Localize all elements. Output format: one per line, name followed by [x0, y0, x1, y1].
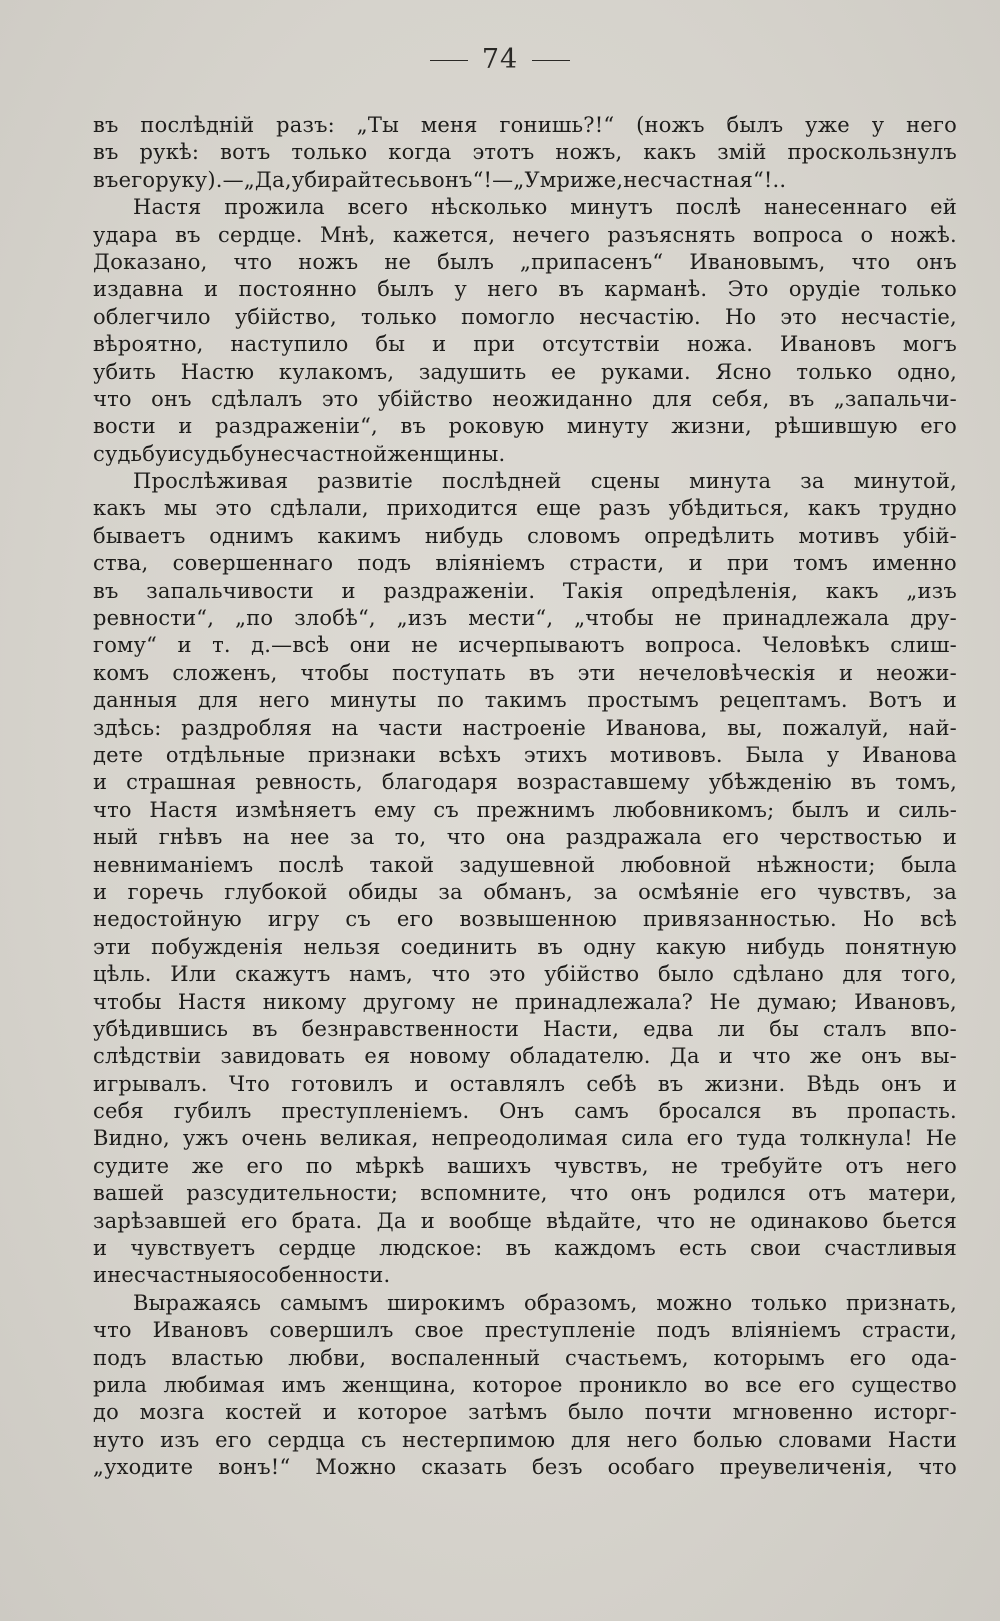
paragraph	[93, 194, 957, 468]
text-line: до мозга костей и которое затѣмъ было почти мгновенно исторг-	[93, 1400, 957, 1425]
text-line: и страшная ревность, благодаря возраставшему убѣжденію въ томъ,	[93, 770, 957, 795]
text-line: вѣроятно, наступило бы и при отсутствіи ножа. Ивановъ могъ	[93, 332, 957, 357]
text-line: ный гнѣвъ на нее за то, что она раздражала его черствостью и	[93, 825, 957, 850]
text-line: недостойную игру съ его возвышенною привязанностью. Но всѣ	[93, 907, 957, 932]
page-number-header	[0, 44, 1000, 75]
text-line: убить Настю кулакомъ, задушить ее руками. Ясно только одно,	[93, 359, 957, 384]
paragraph	[93, 1290, 957, 1482]
text-line: Доказано, что ножъ не былъ „припасенъ“ Ивановымъ, что онъ	[93, 249, 957, 274]
text-line: вашей разсудительности; вспомните, что онъ родился отъ матери,	[93, 1181, 957, 1206]
text-line: нуто изъ его сердца съ нестерпимою для него болью словами Насти	[93, 1427, 957, 1452]
text-line: вости и раздраженіи“, въ роковую минуту жизни, рѣшившую его	[93, 414, 957, 439]
text-line: издавна и постоянно былъ у него въ карманѣ. Это орудіе только	[93, 277, 957, 302]
text-line: въ рукѣ: вотъ только когда этотъ ножъ, какъ змій проскользнулъ	[93, 140, 957, 165]
text-line: себя губилъ преступленіемъ. Онъ самъ бросался въ пропасть.	[93, 1099, 957, 1124]
text-line: здѣсь: раздробляя на части настроеніе Иванова, вы, пожалуй, най-	[93, 715, 957, 740]
text-line: Прослѣживая развитіе послѣдней сцены минута за минутой,	[133, 469, 957, 494]
text-line: судьбу и судьбу несчастной женщины.	[93, 441, 506, 466]
text-line: Видно, ужъ очень великая, непреодолимая сила его туда толкнула! Не	[93, 1126, 957, 1151]
right-dash	[532, 60, 570, 61]
text-line: ревности“, „по злобѣ“, „изъ мести“, „чтобы не принадлежала дру-	[93, 606, 957, 631]
text-line: въ его руку).—„Да, убирайтесь вонъ“!—„Умри же, несчастная“!..	[93, 167, 787, 192]
text-line: что Настя измѣняетъ ему съ прежнимъ любовникомъ; былъ и силь-	[93, 797, 957, 822]
text-line: чтобы Настя никому другому не принадлежала? Не думаю; Ивановъ,	[93, 989, 957, 1014]
page-number: 74	[481, 44, 519, 75]
text-line: дете отдѣльные признаки всѣхъ этихъ мотивовъ. Была у Иванова	[93, 742, 957, 767]
text-line: зарѣзавшей его брата. Да и вообще вѣдайте, что не одинаково бьется	[93, 1208, 957, 1233]
text-line: подъ властью любви, воспаленный счастьемъ, которымъ его ода-	[93, 1345, 957, 1370]
text-line: слѣдствіи завидовать ея новому обладателю. Да и что же онъ вы-	[93, 1044, 957, 1069]
text-line: и чувствуетъ сердце людское: въ каждомъ есть свои счастливыя	[93, 1236, 957, 1261]
text-line: что Ивановъ совершилъ свое преступленіе подъ вліяніемъ страсти,	[93, 1318, 957, 1343]
text-line: въ послѣдній разъ: „Ты меня гонишь?!“ (ножъ былъ уже у него	[93, 113, 957, 137]
text-line: въ запальчивости и раздраженіи. Такія опредѣленія, какъ „изъ	[93, 578, 957, 603]
paragraph	[93, 468, 957, 1290]
text-line: судите же его по мѣркѣ вашихъ чувствъ, не требуйте отъ него	[93, 1153, 957, 1178]
text-line: какъ мы это сдѣлали, приходится еще разъ убѣдиться, какъ трудно	[93, 496, 957, 521]
text-line: комъ сложенъ, чтобы поступать въ эти нечеловѣческія и неожи-	[93, 660, 957, 685]
text-line: „уходите вонъ!“ Можно сказать безъ особаго преувеличенія, что	[93, 1455, 957, 1480]
text-line: и несчастныя особенности.	[93, 1263, 391, 1288]
text-line: убѣдившись въ безнравственности Насти, едва ли бы сталъ впо-	[93, 1016, 957, 1041]
body-text	[93, 112, 957, 1482]
text-line: данныя для него минуты по такимъ простымъ рецептамъ. Вотъ и	[93, 688, 957, 713]
text-line: облегчило убійство, только помогло несчастію. Но это несчастіе,	[93, 304, 957, 329]
text-line: бываетъ однимъ какимъ нибудь словомъ опредѣлить мотивъ убій-	[93, 523, 957, 548]
text-line: рила любимая имъ женщина, которое проникло во все его существо	[93, 1372, 957, 1397]
text-line: игрывалъ. Что готовилъ и оставлялъ себѣ въ жизни. Вѣдь онъ и	[93, 1071, 957, 1096]
text-line: Выражаясь самымъ широкимъ образомъ, можно только признать,	[133, 1290, 957, 1315]
text-line: что онъ сдѣлалъ это убійство неожиданно для себя, въ „запальчи-	[93, 386, 957, 411]
text-line: удара въ сердце. Мнѣ, кажется, нечего разъяснять вопроса о ножѣ.	[93, 222, 957, 247]
text-line: цѣль. Или скажутъ намъ, что это убійство было сдѣлано для того,	[93, 962, 957, 987]
text-line: Настя прожила всего нѣсколько минутъ послѣ нанесеннаго ей	[133, 195, 957, 220]
text-line: и горечь глубокой обиды за обманъ, за осмѣяніе его чувствъ, за	[93, 879, 957, 904]
text-line: гому“ и т. д.—всѣ они не исчерпываютъ вопроса. Человѣкъ слиш-	[93, 633, 957, 658]
text-line: ства, совершеннаго подъ вліяніемъ страсти, и при томъ именно	[93, 551, 957, 576]
text-line: невниманіемъ послѣ такой задушевной любовной нѣжности; была	[93, 852, 957, 877]
text-line: эти побужденія нельзя соединить въ одну какую нибудь понятную	[93, 934, 957, 959]
left-dash	[430, 60, 468, 61]
paragraph	[93, 112, 957, 194]
